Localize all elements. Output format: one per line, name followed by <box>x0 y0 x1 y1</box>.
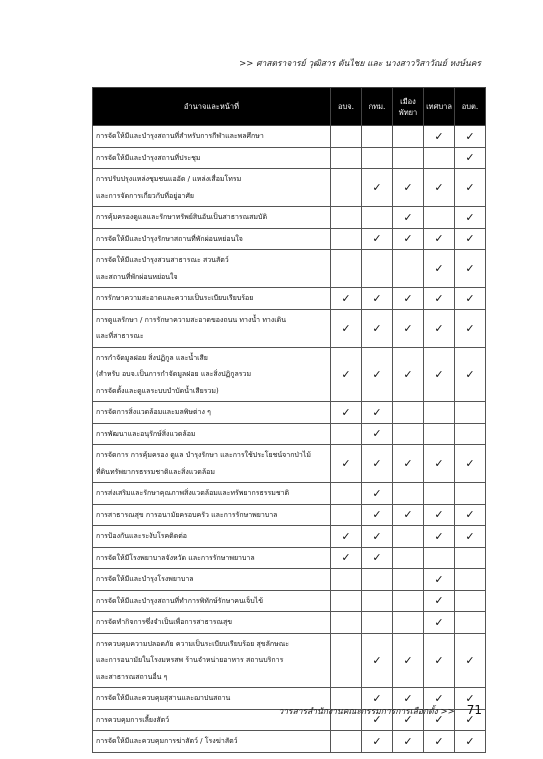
row-label <box>93 633 331 688</box>
empty-cell <box>393 402 424 424</box>
check-icon: ✓ <box>372 691 382 705</box>
empty-cell <box>331 483 362 505</box>
column-header-municipality: เทศบาล <box>424 88 455 126</box>
check-icon: ✓ <box>465 653 475 667</box>
check-icon: ✓ <box>465 151 475 165</box>
empty-cell <box>362 250 393 288</box>
row-label <box>93 423 331 445</box>
check-mark-cell <box>424 309 455 347</box>
table-row <box>93 347 486 402</box>
check-mark-cell <box>393 633 424 688</box>
empty-cell <box>424 207 455 229</box>
check-mark-cell <box>455 731 486 753</box>
check-mark-cell <box>362 483 393 505</box>
check-icon: ✓ <box>434 232 444 246</box>
empty-cell <box>331 504 362 526</box>
empty-cell <box>393 569 424 591</box>
empty-cell <box>393 483 424 505</box>
row-label <box>93 612 331 634</box>
row-label <box>93 250 331 288</box>
check-icon: ✓ <box>434 615 444 629</box>
row-label-line: การจัดการ การคุ้มครอง ดูแล บำรุงรักษา และการใช้ประโยชน์จากป่าไม้ <box>96 451 311 459</box>
check-icon: ✓ <box>341 551 351 565</box>
table-row <box>93 547 486 569</box>
table-row <box>93 423 486 445</box>
empty-cell <box>331 250 362 288</box>
check-icon: ✓ <box>372 367 382 381</box>
row-label-line: และการอนามัยในโรงมหรสพ ร้านจำหน่ายอาหาร สถานบริการ <box>96 656 284 664</box>
table-row <box>93 207 486 229</box>
check-icon: ✓ <box>372 321 382 335</box>
empty-cell <box>424 402 455 424</box>
check-mark-cell <box>455 309 486 347</box>
check-mark-cell <box>362 169 393 207</box>
check-icon: ✓ <box>434 129 444 143</box>
empty-cell <box>455 612 486 634</box>
empty-cell <box>331 633 362 688</box>
row-label <box>93 402 331 424</box>
table-row <box>93 250 486 288</box>
check-icon: ✓ <box>465 291 475 305</box>
row-label <box>93 569 331 591</box>
row-label-line: การปรับปรุงแหล่งชุมชนแออัด / แหล่งเสื่อมโทรม <box>96 175 242 183</box>
check-icon: ✓ <box>434 734 444 748</box>
check-icon: ✓ <box>372 232 382 246</box>
row-label-line: การกำจัดมูลฝอย สิ่งปฏิกูล และน้ำเสีย <box>96 353 208 362</box>
check-mark-cell <box>393 288 424 310</box>
check-mark-cell <box>331 347 362 402</box>
check-mark-cell <box>331 288 362 310</box>
check-icon: ✓ <box>372 486 382 500</box>
check-mark-cell <box>424 347 455 402</box>
check-icon: ✓ <box>434 508 444 522</box>
check-icon: ✓ <box>372 653 382 667</box>
running-head: >> ศาสตราจารย์ วุฒิสาร ตันไชย และ นางสาววิสาวัณย์ หงษ์นคร <box>239 59 481 69</box>
check-mark-cell <box>331 309 362 347</box>
table-row <box>93 633 486 688</box>
check-mark-cell <box>393 504 424 526</box>
check-icon: ✓ <box>434 457 444 470</box>
empty-cell <box>362 207 393 229</box>
check-mark-cell <box>362 309 393 347</box>
check-icon: ✓ <box>465 321 475 335</box>
empty-cell <box>362 569 393 591</box>
table-row <box>93 590 486 612</box>
check-icon: ✓ <box>465 262 475 275</box>
table-row <box>93 169 486 207</box>
check-mark-cell <box>455 526 486 548</box>
check-icon: ✓ <box>403 232 413 246</box>
empty-cell <box>331 228 362 250</box>
check-mark-cell <box>393 207 424 229</box>
check-mark-cell <box>331 402 362 424</box>
column-header-pattaya: เมืองพัทยา <box>393 88 424 126</box>
check-icon: ✓ <box>465 734 475 748</box>
table-row <box>93 445 486 483</box>
row-label-line: และสาธารณสถานอื่น ๆ <box>96 672 168 681</box>
row-label-line: การสาธารณสุข การอนามัยครอบครัว และการรักษาพยาบาล <box>96 510 278 519</box>
check-icon: ✓ <box>403 691 413 705</box>
row-label-line: การจัดให้มีและบำรุงสถานที่ประชุม <box>96 153 201 162</box>
check-mark-cell <box>455 169 486 207</box>
row-label <box>93 126 331 148</box>
check-mark-cell <box>362 547 393 569</box>
empty-cell <box>331 612 362 634</box>
check-mark-cell <box>362 445 393 483</box>
empty-cell <box>331 126 362 148</box>
check-icon: ✓ <box>465 129 475 143</box>
check-icon: ✓ <box>403 291 413 305</box>
check-icon: ✓ <box>341 405 351 419</box>
row-label-line: การจัดการสิ่งแวดล้อมและมลพิษต่าง ๆ <box>96 408 211 416</box>
check-icon: ✓ <box>341 291 351 305</box>
check-icon: ✓ <box>403 734 413 748</box>
page-footer <box>278 703 482 718</box>
check-icon: ✓ <box>434 529 444 543</box>
check-icon: ✓ <box>341 321 351 335</box>
row-label-line: การจัดให้มีและควบคุมสุสานและฌาปนสถาน <box>96 694 231 702</box>
check-icon: ✓ <box>465 367 475 381</box>
check-mark-cell <box>362 288 393 310</box>
check-mark-cell <box>455 207 486 229</box>
check-icon: ✓ <box>372 405 382 419</box>
empty-cell <box>455 590 486 612</box>
row-label-line: การจัดตั้งและดูแลระบบบำบัดน้ำเสียรวม) <box>96 386 219 395</box>
row-label-line: การดูแลรักษา / การรักษาความสะอาดของถนน ทางน้ำ ทางเดิน <box>96 315 287 324</box>
check-mark-cell <box>424 590 455 612</box>
check-icon: ✓ <box>465 713 475 727</box>
empty-cell <box>393 526 424 548</box>
table-row <box>93 309 486 347</box>
empty-cell <box>331 423 362 445</box>
row-label <box>93 483 331 505</box>
empty-cell <box>331 590 362 612</box>
empty-cell <box>331 207 362 229</box>
check-mark-cell <box>455 147 486 169</box>
check-icon: ✓ <box>465 232 475 246</box>
check-mark-cell <box>331 547 362 569</box>
empty-cell <box>331 169 362 207</box>
column-header-sao: อบต. <box>455 88 486 126</box>
check-mark-cell <box>424 126 455 148</box>
check-icon: ✓ <box>465 691 475 705</box>
check-icon: ✓ <box>403 508 413 522</box>
column-header-powers: อำนาจและหน้าที่ <box>93 88 331 126</box>
row-label-line: การจัดให้มีและบำรุงสถานที่ทำการพิทักษ์รักษาคนเจ็บไข้ <box>96 596 263 605</box>
empty-cell <box>362 126 393 148</box>
row-label-line: การส่งเสริมและรักษาคุณภาพสิ่งแวดล้อมและทรัพยากรธรรมชาติ <box>96 489 290 497</box>
check-icon: ✓ <box>372 734 382 748</box>
check-icon: ✓ <box>372 181 382 194</box>
row-label <box>93 169 331 207</box>
check-mark-cell <box>393 309 424 347</box>
check-icon: ✓ <box>403 210 413 224</box>
check-icon: ✓ <box>372 713 382 727</box>
empty-cell <box>362 590 393 612</box>
table-row <box>93 228 486 250</box>
check-mark-cell <box>393 731 424 753</box>
table-row <box>93 612 486 634</box>
check-mark-cell <box>362 423 393 445</box>
empty-cell <box>424 547 455 569</box>
check-icon: ✓ <box>341 529 351 543</box>
check-icon: ✓ <box>403 181 413 194</box>
row-label-line: การจัดทำกิจการซึ่งจำเป็นเพื่อการสาธารณสุข <box>96 618 233 626</box>
check-mark-cell <box>455 250 486 288</box>
empty-cell <box>424 423 455 445</box>
row-label <box>93 309 331 347</box>
check-icon: ✓ <box>465 457 475 470</box>
row-label-line: การพัฒนาและอนุรักษ์สิ่งแวดล้อม <box>96 429 196 438</box>
row-label <box>93 288 331 310</box>
table-row <box>93 569 486 591</box>
empty-cell <box>424 483 455 505</box>
row-label <box>93 590 331 612</box>
check-mark-cell <box>362 347 393 402</box>
row-label-line: การจัดให้มีและควบคุมการฆ่าสัตว์ / โรงฆ่าสัตว์ <box>96 737 238 745</box>
check-mark-cell <box>455 126 486 148</box>
check-mark-cell <box>455 347 486 402</box>
row-label-line: และสถานที่พักผ่อนหย่อนใจ <box>96 272 178 281</box>
check-mark-cell <box>424 504 455 526</box>
check-icon: ✓ <box>372 291 382 305</box>
powers-duties-table <box>92 87 486 753</box>
empty-cell <box>455 547 486 569</box>
row-label-line: การจัดให้มีโรงพยาบาลจังหวัด และการรักษาพยาบาล <box>96 553 255 562</box>
table-header-row <box>93 88 486 126</box>
check-icon: ✓ <box>434 653 444 667</box>
table-row <box>93 126 486 148</box>
row-label-line: การจัดให้มีและบำรุงโรงพยาบาล <box>96 575 194 583</box>
check-mark-cell <box>393 169 424 207</box>
check-mark-cell <box>455 228 486 250</box>
empty-cell <box>393 423 424 445</box>
empty-cell <box>393 547 424 569</box>
check-icon: ✓ <box>434 367 444 381</box>
check-icon: ✓ <box>403 367 413 381</box>
check-mark-cell <box>362 731 393 753</box>
check-icon: ✓ <box>434 262 444 275</box>
check-icon: ✓ <box>434 291 444 305</box>
check-icon: ✓ <box>434 713 444 727</box>
check-mark-cell <box>455 288 486 310</box>
row-label <box>93 228 331 250</box>
row-label <box>93 147 331 169</box>
row-label <box>93 347 331 402</box>
table-row <box>93 504 486 526</box>
empty-cell <box>455 569 486 591</box>
row-label-line: การคุ้มครองดูแลและรักษาทรัพย์สินอันเป็นสาธารณสมบัติ <box>96 213 268 221</box>
row-label-line: การป้องกันและระงับโรคติดต่อ <box>96 532 188 540</box>
empty-cell <box>393 612 424 634</box>
table-body <box>93 126 486 753</box>
empty-cell <box>393 147 424 169</box>
empty-cell <box>393 250 424 288</box>
page-number: 71 <box>466 703 482 717</box>
check-icon: ✓ <box>465 529 475 543</box>
check-mark-cell <box>362 504 393 526</box>
check-icon: ✓ <box>372 508 382 522</box>
check-icon: ✓ <box>341 367 351 381</box>
check-mark-cell <box>424 612 455 634</box>
empty-cell <box>362 612 393 634</box>
table-row <box>93 402 486 424</box>
check-mark-cell <box>455 445 486 483</box>
table-row <box>93 288 486 310</box>
empty-cell <box>393 590 424 612</box>
check-mark-cell <box>362 402 393 424</box>
table-row <box>93 147 486 169</box>
row-label-line: การควบคุมการเลี้ยงสัตว์ <box>96 715 170 724</box>
empty-cell <box>331 731 362 753</box>
empty-cell <box>455 402 486 424</box>
check-mark-cell <box>424 526 455 548</box>
check-icon: ✓ <box>372 551 382 565</box>
empty-cell <box>424 147 455 169</box>
check-icon: ✓ <box>403 457 413 470</box>
table-row <box>93 483 486 505</box>
check-mark-cell <box>424 569 455 591</box>
check-mark-cell <box>362 228 393 250</box>
check-icon: ✓ <box>465 181 475 194</box>
check-icon: ✓ <box>434 572 444 586</box>
row-label <box>93 731 331 753</box>
row-label <box>93 547 331 569</box>
check-icon: ✓ <box>465 508 475 522</box>
check-icon: ✓ <box>372 529 382 543</box>
check-icon: ✓ <box>341 457 351 470</box>
check-mark-cell <box>424 633 455 688</box>
check-mark-cell <box>362 526 393 548</box>
row-label-line: และที่สาธารณะ <box>96 332 144 340</box>
check-mark-cell <box>331 445 362 483</box>
empty-cell <box>455 483 486 505</box>
column-header-pao: อบจ. <box>331 88 362 126</box>
check-mark-cell <box>424 288 455 310</box>
empty-cell <box>455 423 486 445</box>
check-mark-cell <box>455 504 486 526</box>
check-mark-cell <box>393 228 424 250</box>
check-icon: ✓ <box>434 321 444 335</box>
check-icon: ✓ <box>434 691 444 705</box>
empty-cell <box>331 147 362 169</box>
column-header-bma: กทม. <box>362 88 393 126</box>
row-label-line: การจัดให้มีและบำรุงสถานที่สำหรับการกีฬาและพลศึกษา <box>96 132 264 140</box>
check-icon: ✓ <box>403 653 413 667</box>
row-label <box>93 526 331 548</box>
check-mark-cell <box>331 526 362 548</box>
check-mark-cell <box>455 633 486 688</box>
empty-cell <box>393 126 424 148</box>
check-icon: ✓ <box>372 427 382 441</box>
check-mark-cell <box>393 445 424 483</box>
check-icon: ✓ <box>403 321 413 335</box>
empty-cell <box>331 569 362 591</box>
check-mark-cell <box>424 169 455 207</box>
table-row <box>93 731 486 753</box>
check-mark-cell <box>424 731 455 753</box>
row-label-line: การจัดให้มีและบำรุงรักษาสถานที่พักผ่อนหย่อนใจ <box>96 234 243 243</box>
row-label <box>93 445 331 483</box>
check-icon: ✓ <box>434 594 444 608</box>
empty-cell <box>362 147 393 169</box>
row-label-line: (สำหรับ อบจ.เป็นการกำจัดมูลฝอย และสิ่งปฏิกูลรวม <box>96 370 252 378</box>
check-icon: ✓ <box>372 457 382 470</box>
check-icon: ✓ <box>434 181 444 194</box>
row-label-line: การจัดให้มีและบำรุงสวนสาธารณะ สวนสัตว์ <box>96 256 229 264</box>
row-label-line: และการจัดการเกี่ยวกับที่อยู่อาศัย <box>96 191 195 200</box>
footer-title: วารสารสำนักงานคณะกรรมการการเลือกตั้ง >> <box>278 707 455 717</box>
table-row <box>93 526 486 548</box>
row-label <box>93 207 331 229</box>
check-mark-cell <box>393 347 424 402</box>
row-label-line: ที่ดินทรัพยากรธรรมชาติและสิ่งแวดล้อม <box>96 467 215 476</box>
check-mark-cell <box>362 633 393 688</box>
row-label-line: การควบคุมความปลอดภัย ความเป็นระเบียบเรียบร้อย สุขลักษณะ <box>96 639 289 648</box>
check-mark-cell <box>424 250 455 288</box>
check-mark-cell <box>424 445 455 483</box>
check-icon: ✓ <box>465 210 475 224</box>
row-label <box>93 504 331 526</box>
check-icon: ✓ <box>403 713 413 727</box>
row-label-line: การรักษาความสะอาดและความเป็นระเบียบเรียบร้อย <box>96 294 254 302</box>
check-mark-cell <box>424 228 455 250</box>
